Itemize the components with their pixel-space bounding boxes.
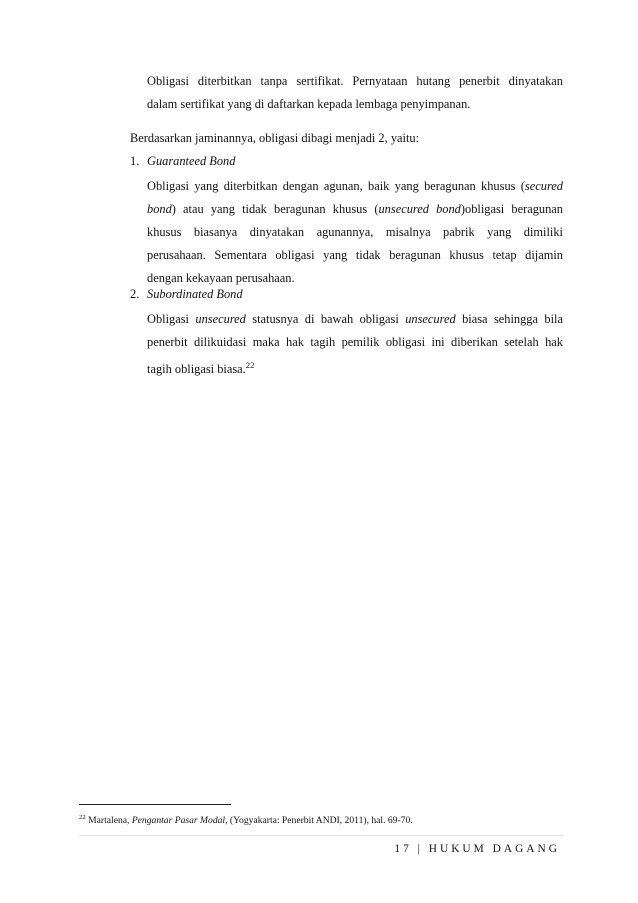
item-1-line-2 <box>147 198 563 221</box>
text: khusus biasanya dinyatakan agunannya, misalnya pabrik yang dimiliki <box>147 225 563 239</box>
text: Berdasarkan jaminannya, obligasi dibagi menjadi 2, yaitu: <box>130 131 420 145</box>
footnote-book-title: Pengantar Pasar Modal, <box>131 815 228 827</box>
footnote-author: Martalena, <box>85 815 132 827</box>
text: Obligasi yang diterbitkan dengan agunan, baik yang beragunan khusus ( <box>147 179 525 193</box>
lead-in-sentence <box>130 127 563 150</box>
footnote <box>79 811 413 827</box>
item-2-line-2 <box>147 331 563 354</box>
text: tagih obligasi biasa. <box>147 362 246 377</box>
list-number-1: 1. <box>130 154 140 168</box>
text: Obligasi diterbitkan tanpa sertifikat. Pernyataan hutang penerbit dinyatakan <box>147 74 563 88</box>
list-title-guaranteed-bond: Guaranteed Bond <box>147 154 236 168</box>
italic-term: bond <box>147 202 172 216</box>
text: penerbit dilikuidasi maka hak tagih pemilik obligasi ini diberikan setelah hak <box>147 335 563 349</box>
text: )obligasi beragunan <box>460 202 564 216</box>
text: perusahaan. Sementara obligasi yang tidak beragunan khusus tetap dijamin <box>147 248 563 262</box>
text: Obligasi <box>147 312 196 326</box>
text: ) atau yang tidak beragunan khusus ( <box>171 202 379 216</box>
item-2-line-3 <box>147 354 563 381</box>
italic-term: secured <box>524 179 563 193</box>
footer-divider <box>79 835 564 836</box>
running-title: HUKUM DAGANG <box>428 843 560 855</box>
item-1-line-3 <box>147 221 563 244</box>
text: dalam sertifikat yang di daftarkan kepada lembaga penyimpanan. <box>147 97 471 111</box>
text: biasa sehingga bila <box>455 312 563 326</box>
text: dengan kekayaan perusahaan. <box>147 271 295 285</box>
item-2-line-1 <box>147 308 563 331</box>
italic-term: unsecured <box>195 312 246 326</box>
page-number: 17 <box>394 843 412 855</box>
footnote-divider <box>79 804 231 805</box>
item-1-line-1 <box>147 175 563 198</box>
footnote-reference[interactable]: 22 <box>245 360 255 370</box>
footer-separator: | <box>411 843 429 855</box>
italic-term: unsecured <box>405 312 456 326</box>
list-number-2: 2. <box>130 287 140 301</box>
list-title-subordinated-bond: Subordinated Bond <box>147 287 243 301</box>
item-1-line-4 <box>147 244 563 267</box>
footnote-number: 22 <box>79 814 86 821</box>
page-footer <box>394 843 560 855</box>
intro-paragraph-line-2 <box>147 93 563 116</box>
footnote-citation: (Yogyakarta: Penerbit ANDI, 2011), hal. 69-70. <box>227 815 413 827</box>
intro-paragraph-line-1 <box>147 70 563 93</box>
text: statusnya di bawah obligasi <box>245 312 406 326</box>
italic-term: unsecured bond <box>378 202 461 216</box>
